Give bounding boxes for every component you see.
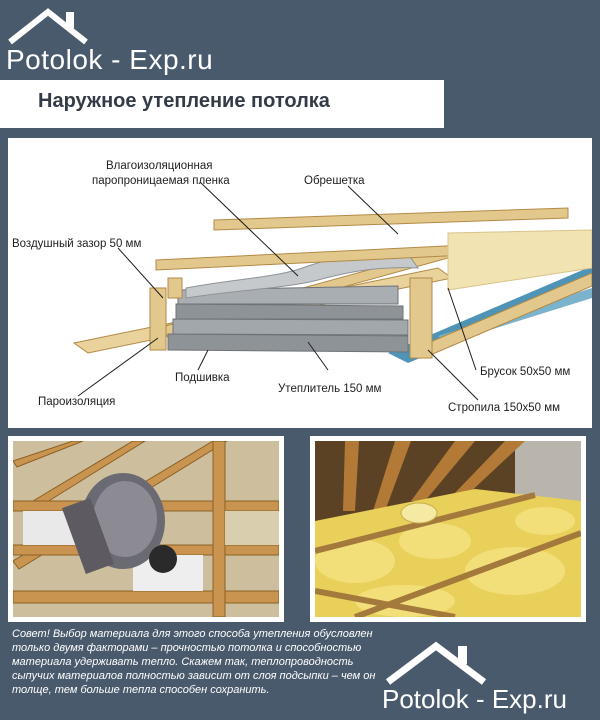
label-vapor-barrier: Пароизоляция xyxy=(38,396,116,408)
page-title: Наружное утепление потолка xyxy=(38,90,330,112)
label-rafters: Стропила 150x50 мм xyxy=(448,402,561,414)
label-sheathing: Подшивка xyxy=(175,372,230,384)
brand-logo-bottom[interactable] xyxy=(382,640,592,718)
title-bar xyxy=(0,80,444,128)
worker-laying-insulation-photo xyxy=(8,436,284,622)
label-bar: Брусок 50x50 мм xyxy=(480,366,571,378)
site-name-bottom: Potolok - Exp.ru xyxy=(382,684,567,714)
attic-mineral-wool-photo xyxy=(310,436,586,622)
label-film-line2: паропроницаемая пленка xyxy=(92,175,230,187)
site-name: Potolok - Exp.ru xyxy=(6,44,214,75)
label-air-gap: Воздушный зазор 50 мм xyxy=(12,238,142,250)
insulation-diagram xyxy=(8,138,592,428)
label-film-line1: Влагоизоляционная xyxy=(106,160,213,172)
tip-text: Совет! Выбор материала для этого способа утепления обусловлен только двумя факторами – прочностью потолка и способностью материала удерживать тепло. Скажем так, теплопроводность сыпучих материалов полностью зависит от слоя подсыпки – чем он толще, тем больше тепла способен сохранить. xyxy=(12,628,376,696)
label-insulation: Утеплитель 150 мм xyxy=(278,383,382,395)
house-roof-icon xyxy=(6,6,96,46)
label-lathing: Обрешетка xyxy=(304,175,365,187)
house-roof-icon xyxy=(384,640,494,686)
